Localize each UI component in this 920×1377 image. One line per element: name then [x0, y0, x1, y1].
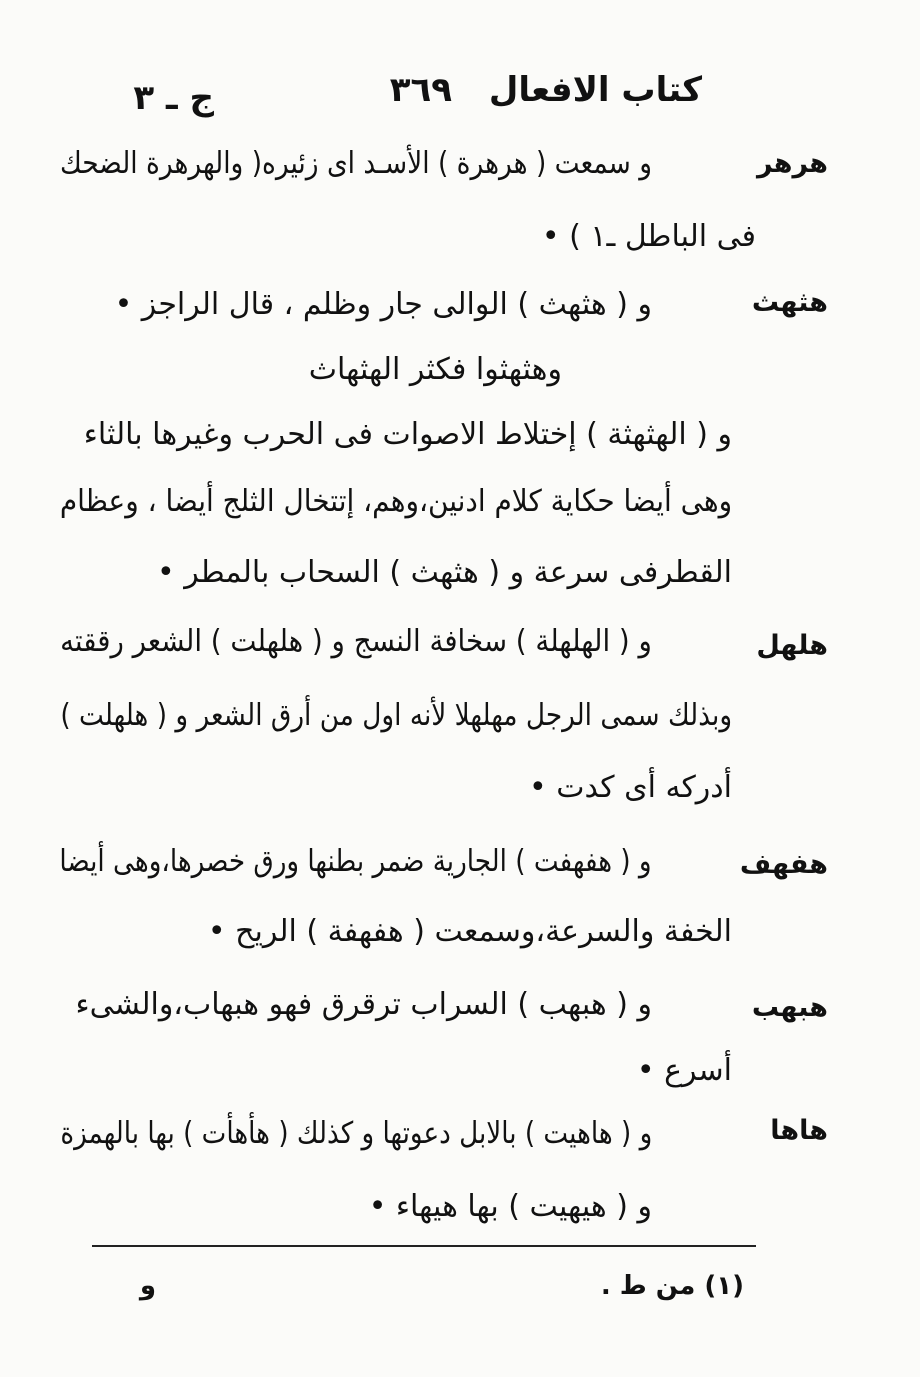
entry-line: و ( الهثهثة ) إختلاط الاصوات فى الحرب وغيرها بالثاء: [83, 417, 732, 452]
entry-line: الخفة والسرعة،وسمعت ( هفهفة ) الريح •: [207, 914, 732, 949]
headword: هلهل: [756, 630, 828, 661]
entry-line: وهى أيضا حكاية كلام ادنين،وهم، إتتخال الثلج أيضا ، وعظام: [59, 484, 732, 519]
entry-line: و ( هاهيت ) بالابل دعوتها و كذلك ( هأهأت ) بها بالهمزة: [60, 1116, 652, 1151]
verse-line: وهثهثوا فكثر الهثهاث: [308, 352, 562, 387]
headword: هاها: [770, 1115, 828, 1146]
entry-line: القطرفى سرعة و ( هثهث ) السحاب بالمطر •: [157, 555, 732, 590]
footnote-rule: [92, 1245, 756, 1247]
entry-line: أدركه أى كدت •: [529, 770, 732, 805]
footnote: (١) من ط .: [600, 1271, 744, 1301]
entry-line: و ( هفهفت ) الجارية ضمر بطنها ورق خصرها،وهى أيضا: [59, 844, 652, 879]
headword: هفهف: [739, 849, 828, 880]
running-title: كتاب الافعال: [488, 70, 702, 110]
entry-line: و ( هثهث ) الوالى جار وظلم ، قال الراجز •: [114, 287, 652, 322]
entry-line: و ( هيهيت ) بها هيهاء •: [368, 1189, 652, 1224]
entry-line: فى الباطل ـ١ ) •: [541, 219, 756, 254]
page-number: ٣٦٩: [389, 70, 452, 110]
headword: هبهب: [751, 992, 828, 1023]
headword: هرهر: [756, 148, 828, 179]
headword: هثهث: [751, 287, 828, 318]
volume-label: ج ـ ٣: [133, 78, 214, 118]
entry-line: وبذلك سمى الرجل مهلهلا لأنه اول من أرق الشعر و ( هلهلت ): [60, 698, 732, 733]
catchword: و: [139, 1271, 156, 1301]
entry-line: أسرع •: [636, 1053, 732, 1088]
entry-line: و سمعت ( هرهرة ) الأسـد اى زئيره( والهرهرة الضحك: [59, 146, 652, 181]
entry-line: و ( الهلهلة ) سخافة النسج و ( هلهلت ) الشعر رققته: [60, 624, 652, 659]
entry-line: و ( هبهب ) السراب ترقرق فهو هبهاب،والشىء: [75, 987, 652, 1022]
